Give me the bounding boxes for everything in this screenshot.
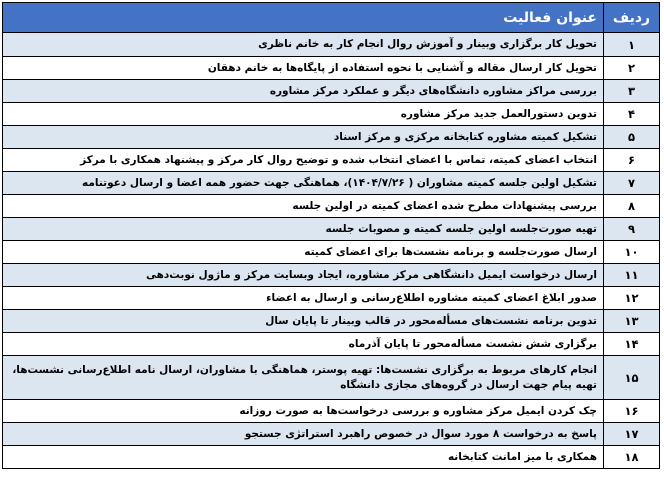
table-row — [3, 423, 660, 446]
row-num: ۵ — [604, 126, 660, 149]
row-title: تدوین برنامه نشست‌های مسأله‌محور در قالب وبینار تا پایان سال — [3, 310, 604, 333]
table-row — [3, 287, 660, 310]
header-title: عنوان فعالیت — [3, 3, 604, 33]
activities-table — [2, 2, 660, 469]
row-num: ۱ — [604, 33, 660, 57]
table-row — [3, 333, 660, 356]
table-row — [3, 264, 660, 287]
table-row — [3, 218, 660, 241]
table-row — [3, 149, 660, 172]
row-num: ۱۶ — [604, 400, 660, 423]
table-row — [3, 195, 660, 218]
row-title: بررسی پیشنهادات مطرح شده اعضای کمیته در اولین جلسه — [3, 195, 604, 218]
header-row — [3, 3, 660, 33]
table-row — [3, 103, 660, 126]
row-num: ۱۲ — [604, 287, 660, 310]
table-row — [3, 356, 660, 400]
row-num: ۱۰ — [604, 241, 660, 264]
row-num: ۳ — [604, 80, 660, 103]
row-num: ۷ — [604, 172, 660, 195]
row-title: بررسی مراکز مشاوره دانشگاه‌های دیگر و عملکرد مرکز مشاوره — [3, 80, 604, 103]
table-row — [3, 126, 660, 149]
row-title: انجام کارهای مربوط به برگزاری نشست‌ها: تهیه پوستر، هماهنگی با مشاوران، ارسال نامه اطلاع‌رسانی نشست‌ها، تهیه پیام جهت ارسال در گروه‌های مجازی دانشگاه — [3, 356, 604, 400]
table-row — [3, 446, 660, 469]
row-title: تدوین دستورالعمل جدید مرکز مشاوره — [3, 103, 604, 126]
table-row — [3, 172, 660, 195]
row-title: برگزاری شش نشست مسأله‌محور تا پایان آذرماه — [3, 333, 604, 356]
row-title: انتخاب اعضای کمیته، تماس با اعضای انتخاب شده و توضیح روال کار مرکز و پیشنهاد همکاری با مرکز — [3, 149, 604, 172]
row-num: ۲ — [604, 57, 660, 80]
row-title: تحویل کار برگزاری وبینار و آموزش روال انجام کار به خانم ناظری — [3, 33, 604, 57]
table-body — [3, 33, 660, 469]
table-row — [3, 241, 660, 264]
row-title: ارسال درخواست ایمیل دانشگاهی مرکز مشاوره، ایجاد وبسایت مرکز و ماژول نوبت‌دهی — [3, 264, 604, 287]
row-num: ۱۵ — [604, 356, 660, 400]
row-num: ۴ — [604, 103, 660, 126]
row-title: همکاری با میز امانت کتابخانه — [3, 446, 604, 469]
table-row — [3, 33, 660, 57]
row-title: تشکیل کمیته مشاوره کتابخانه مرکزی و مرکز اسناد — [3, 126, 604, 149]
row-num: ۱۳ — [604, 310, 660, 333]
table-row — [3, 57, 660, 80]
row-title: پاسخ به درخواست ۸ مورد سوال در خصوص راهبرد استراتژی جستجو — [3, 423, 604, 446]
row-num: ۹ — [604, 218, 660, 241]
row-num: ۶ — [604, 149, 660, 172]
table-row — [3, 310, 660, 333]
row-num: ۸ — [604, 195, 660, 218]
row-title: ارسال صورت‌جلسه و برنامه نشست‌ها برای اعضای کمیته — [3, 241, 604, 264]
row-title: تشکیل اولین جلسه کمیته مشاوران ( ۱۴۰۴/۷/۲۶)، هماهنگی جهت حضور همه اعضا و ارسال دعوتنامه — [3, 172, 604, 195]
header-num: ردیف — [604, 3, 660, 33]
table-row — [3, 400, 660, 423]
row-title: صدور ابلاغ اعضای کمیته مشاوره اطلاع‌رسانی و ارسال به اعضاء — [3, 287, 604, 310]
table-row — [3, 80, 660, 103]
row-num: ۱۸ — [604, 446, 660, 469]
row-title: تحویل کار ارسال مقاله و آشنایی با نحوه استفاده از پایگاه‌ها به خانم دهقان — [3, 57, 604, 80]
row-num: ۱۴ — [604, 333, 660, 356]
table-header — [3, 3, 660, 33]
row-num: ۱۷ — [604, 423, 660, 446]
row-title: چک کردن ایمیل مرکز مشاوره و بررسی درخواست‌ها به صورت روزانه — [3, 400, 604, 423]
row-num: ۱۱ — [604, 264, 660, 287]
row-title: تهیه صورت‌جلسه اولین جلسه کمیته و مصوبات جلسه — [3, 218, 604, 241]
